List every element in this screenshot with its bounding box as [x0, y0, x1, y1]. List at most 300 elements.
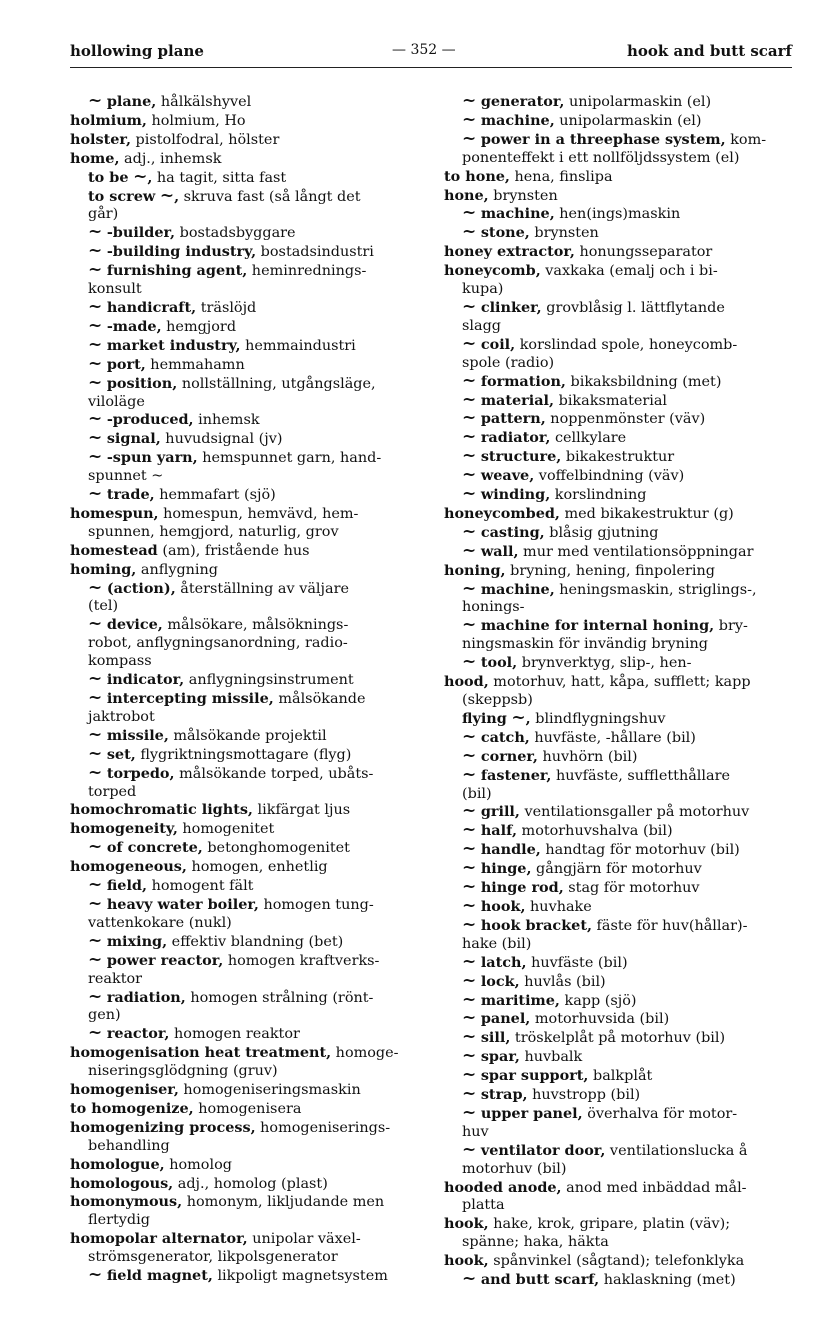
entry-definition: (skeppsb): [462, 692, 533, 708]
entry-definition: niseringsglödgning (gruv): [88, 1063, 278, 1080]
swung-dash-icon: ~: [88, 949, 103, 970]
headword-entry: [444, 1179, 794, 1198]
subentry: [444, 93, 794, 112]
swung-dash-icon: ~: [88, 353, 103, 374]
entry-definition: heningsmaskin, striglings-,: [554, 581, 757, 598]
entry-continuation: [444, 355, 794, 373]
entry-definition: unipolarmaskin (el): [554, 112, 702, 129]
entry-definition: anod med inbäddad mål-: [561, 1179, 747, 1196]
swung-dash-icon: ~: [88, 893, 103, 914]
entry-definition: hemmaindustri: [240, 337, 356, 354]
entry-term: honeycombed,: [444, 504, 560, 522]
entry-definition: gen): [88, 1007, 121, 1024]
entry-definition: honings-: [462, 599, 525, 616]
swung-dash-icon: ~: [462, 895, 477, 916]
swung-dash-icon: ~: [462, 1027, 477, 1048]
entry-term: clinker,: [480, 298, 542, 316]
entry-term: tool,: [480, 654, 518, 672]
entry-term: homespun,: [70, 504, 159, 522]
entry-term: power reactor,: [106, 951, 224, 969]
entry-definition: hake, krok, gripare, platin (väv);: [488, 1216, 731, 1233]
swung-dash-icon: ~: [462, 970, 477, 991]
entry-definition: bostadsbyggare: [175, 225, 296, 242]
swung-dash-icon: ~: [462, 858, 477, 879]
entry-definition: huvhake: [525, 898, 592, 915]
entry-definition: cellkylare: [550, 430, 627, 447]
subentry: to be ~, ha tagit, sitta fast: [88, 166, 287, 187]
swung-dash-icon: ~: [462, 370, 477, 391]
entry-definition: korslindning: [550, 487, 647, 504]
subentry: [444, 224, 794, 243]
headword-entry: [70, 1175, 422, 1194]
entry-definition: haklaskning (met): [599, 1272, 736, 1289]
swung-dash-icon: ~: [462, 1269, 477, 1290]
entry-definition: huv: [462, 1123, 489, 1140]
entry-definition: homogen reaktor: [169, 1026, 300, 1043]
entry-definition: ventilationslucka å: [605, 1142, 748, 1159]
entry-definition: spänne; haka, häkta: [462, 1234, 609, 1251]
entry-definition: bostadsindustri: [256, 244, 374, 261]
swung-dash-icon: ~: [462, 1046, 477, 1067]
entry-definition: homoge-: [331, 1045, 399, 1062]
headword-entry: [70, 1100, 422, 1119]
entry-definition: vattenkokare (nukl): [88, 914, 232, 931]
entry-definition: platta: [462, 1197, 505, 1214]
entry-term: ventilator door,: [480, 1141, 606, 1159]
entry-definition: nollställning, utgångsläge,: [177, 375, 376, 392]
entry-definition: huvfäste (bil): [526, 954, 628, 971]
entry-definition: huvfäste, suffletthållare: [551, 767, 730, 784]
entry-definition: likpoligt magnetsystem: [212, 1268, 388, 1285]
entry-term: hook,: [444, 1252, 489, 1270]
entry-continuation: [70, 1063, 422, 1081]
entry-definition: motorhuv (bil): [462, 1160, 567, 1177]
entry-definition: homogen kraftverks-: [223, 952, 380, 969]
subentry: [444, 841, 794, 860]
subentry: [444, 822, 794, 841]
swung-dash-icon: ~: [462, 914, 477, 935]
subentry: [444, 745, 794, 767]
subentry: [444, 467, 794, 486]
subentry: [444, 951, 794, 973]
swung-dash-icon: ~: [88, 91, 103, 111]
entry-definition: spunnen, hemgjord, naturlig, grov: [88, 523, 339, 540]
entry-definition: målsökande: [273, 691, 366, 707]
subentry: [444, 429, 794, 448]
entry-continuation: [70, 1138, 422, 1156]
headword-entry: [444, 562, 794, 581]
subentry: [70, 930, 422, 952]
entry-definition: bikakestruktur: [561, 449, 675, 466]
subentry: [70, 616, 422, 635]
entry-term: hooded anode,: [444, 1178, 562, 1196]
entry-term: strap,: [480, 1086, 528, 1104]
entry-term: homogeneity,: [70, 820, 178, 838]
entry-definition: stag för motorhuv: [563, 880, 700, 897]
entry-definition: kompass: [88, 653, 152, 670]
entry-continuation: [444, 692, 794, 710]
subentry: [444, 410, 794, 429]
swung-dash-icon: ~: [462, 1102, 477, 1123]
entry-term: reactor,: [106, 1025, 170, 1043]
entry-definition: likfärgat ljus: [252, 802, 351, 819]
entry-term: field,: [106, 877, 147, 895]
swung-dash-icon: ~: [462, 745, 477, 766]
entry-term: corner,: [480, 747, 538, 765]
entry-definition: grovblåsig l. lättflytande: [541, 299, 725, 316]
entry-continuation: [70, 784, 422, 802]
entry-term: holmium,: [70, 111, 147, 129]
entry-term: stone,: [480, 224, 530, 242]
entry-term: field magnet,: [106, 1267, 213, 1285]
entry-continuation: [444, 1161, 794, 1179]
entry-definition: homonym, likljudande men: [182, 1194, 385, 1211]
swung-dash-icon: ~: [88, 724, 103, 745]
subentry: [70, 839, 422, 858]
swung-dash-icon: ~: [462, 446, 477, 467]
entry-continuation: [70, 1007, 422, 1025]
page-number: — 352 —: [392, 42, 456, 58]
swung-dash-icon: ~: [88, 875, 103, 896]
entry-definition: strömsgenerator, likpolsgenerator: [88, 1249, 338, 1266]
entry-term: home,: [70, 149, 120, 167]
entry-continuation: [444, 281, 794, 299]
swung-dash-icon: ~: [88, 577, 103, 598]
swung-dash-icon: ~: [462, 989, 477, 1010]
entry-term: generator,: [480, 93, 565, 110]
entry-continuation: [444, 150, 794, 168]
headword-entry: [70, 1081, 422, 1100]
subentry: [444, 521, 794, 543]
entry-definition: skruva fast (så långt det: [179, 188, 361, 205]
entry-term: homogenizing process,: [70, 1118, 256, 1136]
entry-definition: gångjärn för motorhuv: [531, 861, 702, 878]
subentry: [444, 1010, 794, 1029]
entry-definition: brynverktyg, slip-, hen-: [517, 655, 692, 672]
entry-continuation: [70, 709, 422, 727]
entry-definition: flertydig: [88, 1212, 150, 1229]
swung-dash-icon: ~: [88, 930, 103, 951]
swung-dash-icon: ~: [159, 185, 175, 206]
headword-entry: [70, 131, 422, 150]
entry-continuation: [70, 524, 422, 542]
entry-definition: ningsmaskin för invändig bryning: [462, 636, 708, 653]
subentry: [444, 333, 794, 355]
entry-continuation: [70, 394, 422, 412]
subentry: [444, 486, 794, 505]
subentry: [70, 353, 422, 375]
entry-definition: motorhuvsida (bil): [530, 1011, 670, 1028]
entry-definition: anflygningsinstrument: [184, 672, 354, 689]
subentry: [70, 243, 422, 262]
headword-entry: [444, 1215, 794, 1234]
entry-term: handicraft,: [106, 298, 197, 316]
entry-term: lock,: [480, 972, 520, 990]
subentry: [444, 1029, 794, 1048]
swung-dash-icon: ~: [462, 839, 477, 860]
entry-term: hook bracket,: [480, 916, 592, 934]
entry-term: homologue,: [70, 1155, 165, 1173]
entry-definition: adj., homolog (plast): [173, 1175, 328, 1192]
entry-term: indicator,: [106, 671, 185, 689]
entry-definition: går): [88, 206, 119, 223]
swung-dash-icon: ~: [462, 521, 477, 542]
entry-definition: överhalva för motor-: [582, 1105, 738, 1122]
subentry: [444, 914, 794, 936]
swung-dash-icon: ~: [88, 447, 103, 468]
entry-definition: spole (radio): [462, 354, 555, 371]
entry-term: holster,: [70, 130, 131, 148]
entry-term: machine,: [480, 205, 555, 223]
entry-term: grill,: [480, 803, 520, 821]
entry-definition: återställning av väljare: [175, 580, 349, 597]
entry-term: machine,: [480, 111, 555, 129]
entry-term: intercepting missile,: [106, 690, 274, 707]
entry-definition: honungsseparator: [574, 244, 713, 261]
entry-term: -produced,: [106, 411, 194, 429]
entry-definition: huvbalk: [519, 1049, 583, 1066]
entry-definition: inhemsk: [193, 412, 260, 429]
headword-entry: [70, 1193, 422, 1212]
entry-term: winding,: [480, 486, 551, 504]
subentry: [70, 671, 422, 690]
subentry: [444, 128, 794, 150]
swung-dash-icon: ~: [88, 260, 103, 281]
entry-definition: med bikakestruktur (g): [559, 505, 734, 522]
entry-definition: handtag för motorhuv (bil): [540, 842, 740, 859]
entry-definition: kupa): [462, 281, 504, 298]
subentry: [70, 949, 422, 971]
entry-term: to be: [88, 168, 129, 186]
entry-definition: målsökare, målsöknings-: [162, 617, 349, 634]
subentry: [70, 1267, 422, 1286]
entry-definition: bry-: [714, 618, 748, 635]
entry-definition: kapp (sjö): [559, 992, 637, 1009]
subentry: [444, 726, 794, 748]
subentry: [444, 879, 794, 898]
headword-entry: [70, 858, 422, 877]
swung-dash-icon: ~: [88, 1023, 103, 1044]
headword-entry: [70, 801, 422, 820]
entry-definition: huvhörn (bil): [537, 748, 638, 765]
subentry: [70, 724, 422, 746]
entry-definition: reaktor: [88, 970, 143, 987]
entry-definition: unipolarmaskin (el): [564, 94, 712, 110]
entry-definition: homogenisera: [193, 1100, 302, 1117]
entry-term: -building industry,: [106, 243, 257, 261]
swung-dash-icon: ~: [462, 222, 477, 243]
swung-dash-icon: ~: [462, 465, 477, 486]
entry-term: radiator,: [480, 429, 551, 447]
subentry: [444, 1102, 794, 1124]
subentry: [70, 372, 422, 394]
subentry: [70, 93, 422, 112]
entry-definition: homespun, hemvävd, hem-: [158, 505, 359, 522]
left-column: [70, 93, 422, 1286]
swung-dash-icon: ~: [88, 409, 103, 430]
entry-definition: blindflygningshuv: [530, 710, 666, 727]
swung-dash-icon: ~: [88, 241, 103, 262]
entry-definition: bikaksbildning (met): [565, 373, 722, 390]
entry-continuation: [70, 653, 422, 671]
entry-continuation: [444, 636, 794, 654]
subentry: [444, 970, 794, 992]
headword-entry: [444, 673, 794, 692]
swung-dash-icon: ~: [88, 837, 103, 858]
subentry: [444, 654, 794, 673]
subentry: [70, 1025, 422, 1044]
entry-definition: jaktrobot: [88, 708, 155, 725]
swung-dash-icon: ~: [462, 128, 477, 149]
entry-term: -spun yarn,: [106, 449, 198, 467]
entry-term: -made,: [106, 317, 162, 335]
swung-dash-icon: ~: [462, 951, 477, 972]
entry-term: spar,: [480, 1048, 520, 1066]
entry-term: position,: [106, 374, 178, 392]
entry-term: machine,: [480, 580, 555, 598]
entry-definition: motorhuv, hatt, kåpa, sufflett; kapp: [488, 674, 751, 691]
entry-term: hook,: [480, 897, 526, 915]
entry-continuation: [70, 468, 422, 486]
entry-definition: huvlås (bil): [519, 973, 606, 990]
entry-term: power in a threephase system,: [480, 130, 726, 148]
entry-definition: målsökande projektil: [168, 727, 327, 744]
headword-entry: [70, 112, 422, 131]
entry-term: heavy water boiler,: [106, 895, 259, 913]
swung-dash-icon: ~: [88, 296, 103, 317]
entry-term: radiation,: [106, 988, 186, 1006]
entry-term: upper panel,: [480, 1104, 583, 1122]
entry-term: homogeneous,: [70, 858, 187, 876]
entry-definition: hemspunnet garn, hand-: [197, 450, 382, 467]
swung-dash-icon: ~: [462, 1084, 477, 1105]
swung-dash-icon: ~: [133, 166, 148, 187]
entry-definition: (tel): [88, 598, 119, 615]
entry-definition: slagg: [462, 317, 501, 334]
entry-term: hone,: [444, 186, 489, 204]
subentry: [444, 389, 794, 411]
entry-term: hinge,: [480, 860, 532, 878]
swung-dash-icon: ~: [462, 1139, 477, 1160]
headword-entry: [444, 1252, 794, 1271]
subentry: [70, 430, 422, 449]
entry-continuation: [444, 318, 794, 336]
entry-definition: brynsten: [529, 225, 599, 242]
swung-dash-icon: ~: [88, 428, 103, 449]
entry-term: flying: [462, 709, 507, 727]
entry-definition: noppenmönster (väv): [545, 411, 706, 428]
entry-definition: spunnet ~: [88, 468, 164, 485]
entry-term: homochromatic lights,: [70, 801, 253, 819]
entry-term: formation,: [480, 372, 566, 390]
entry-term: homologous,: [70, 1174, 174, 1192]
entry-definition: hemmahamn: [145, 356, 245, 373]
entry-term: honey extractor,: [444, 243, 575, 261]
entry-definition: homogeniseringsmaskin: [178, 1082, 361, 1099]
swung-dash-icon: ~: [462, 389, 477, 410]
entry-term: handle,: [480, 841, 541, 859]
entry-term: furnishing agent,: [106, 262, 248, 280]
swung-dash-icon: ~: [88, 334, 103, 355]
subentry: [70, 762, 422, 784]
swung-dash-icon: ~: [88, 614, 103, 635]
subentry: [70, 334, 422, 356]
entry-term: and butt scarf,: [480, 1271, 600, 1289]
swung-dash-icon: ~: [88, 743, 103, 764]
entry-term: homing,: [70, 560, 137, 578]
swung-dash-icon: ~: [88, 484, 103, 505]
subentry: [444, 578, 794, 600]
entry-definition: kom-: [725, 131, 767, 148]
entry-definition: motorhuvshalva (bil): [516, 823, 673, 840]
entry-definition: homogen, enhetlig: [186, 859, 328, 876]
entry-term: trade,: [106, 486, 155, 504]
subentry: [444, 1139, 794, 1161]
subentry: [70, 411, 422, 430]
header-rule: [70, 67, 792, 68]
subentry: [444, 370, 794, 392]
entry-term: torpedo,: [106, 764, 175, 782]
entry-definition: hena, finslipa: [509, 168, 613, 185]
entry-term: device,: [106, 616, 163, 634]
entry-definition: homogen tung-: [258, 896, 374, 913]
swung-dash-icon: ~: [462, 296, 477, 317]
entry-definition: (am), fristående hus: [157, 542, 310, 559]
entry-definition: unipolar växel-: [247, 1231, 361, 1248]
entry-definition: hemgjord: [161, 318, 237, 335]
entry-definition: hake (bil): [462, 935, 532, 952]
entry-term: hook,: [444, 1215, 489, 1233]
subentry: [70, 224, 422, 243]
subentry: [444, 989, 794, 1011]
entry-term: homogenisation heat treatment,: [70, 1044, 332, 1062]
subentry: [444, 296, 794, 318]
entry-definition: huvudsignal (jv): [160, 431, 283, 448]
entry-term: homestead: [70, 541, 158, 559]
swung-dash-icon: ~: [462, 726, 477, 747]
swung-dash-icon: ~: [462, 820, 477, 841]
headword-entry: [70, 1156, 422, 1175]
subentry: [70, 449, 422, 468]
entry-definition: effektiv blandning (bet): [167, 933, 344, 950]
subentry: [444, 1271, 794, 1290]
subentry: [70, 893, 422, 915]
entry-continuation: [70, 598, 422, 616]
swung-dash-icon: ~: [462, 427, 477, 448]
subentry: [444, 617, 794, 636]
entry-term: port,: [106, 355, 146, 373]
entry-continuation: [70, 1212, 422, 1230]
swung-dash-icon: ~: [462, 408, 477, 429]
entry-term: spar support,: [480, 1067, 589, 1085]
subentry: [70, 262, 422, 281]
header-right-guideword: hook and butt scarf: [627, 42, 792, 60]
subentry: [70, 486, 422, 505]
entry-term: to screw: [88, 187, 156, 205]
subentry: [444, 448, 794, 467]
entry-definition: heminrednings-: [247, 263, 367, 280]
entry-continuation: [444, 1197, 794, 1215]
subentry: [444, 764, 794, 786]
headword-entry: [444, 505, 794, 524]
entry-definition: homogent fält: [147, 878, 254, 895]
headword-entry: [70, 1044, 422, 1063]
entry-definition: blåsig gjutning: [544, 524, 659, 541]
entry-definition: spånvinkel (sågtand); telefonklyka: [488, 1253, 745, 1270]
swung-dash-icon: ~: [88, 1265, 103, 1286]
entry-definition: ventilationsgaller på motorhuv: [519, 804, 750, 821]
swung-dash-icon: ~: [462, 764, 477, 785]
